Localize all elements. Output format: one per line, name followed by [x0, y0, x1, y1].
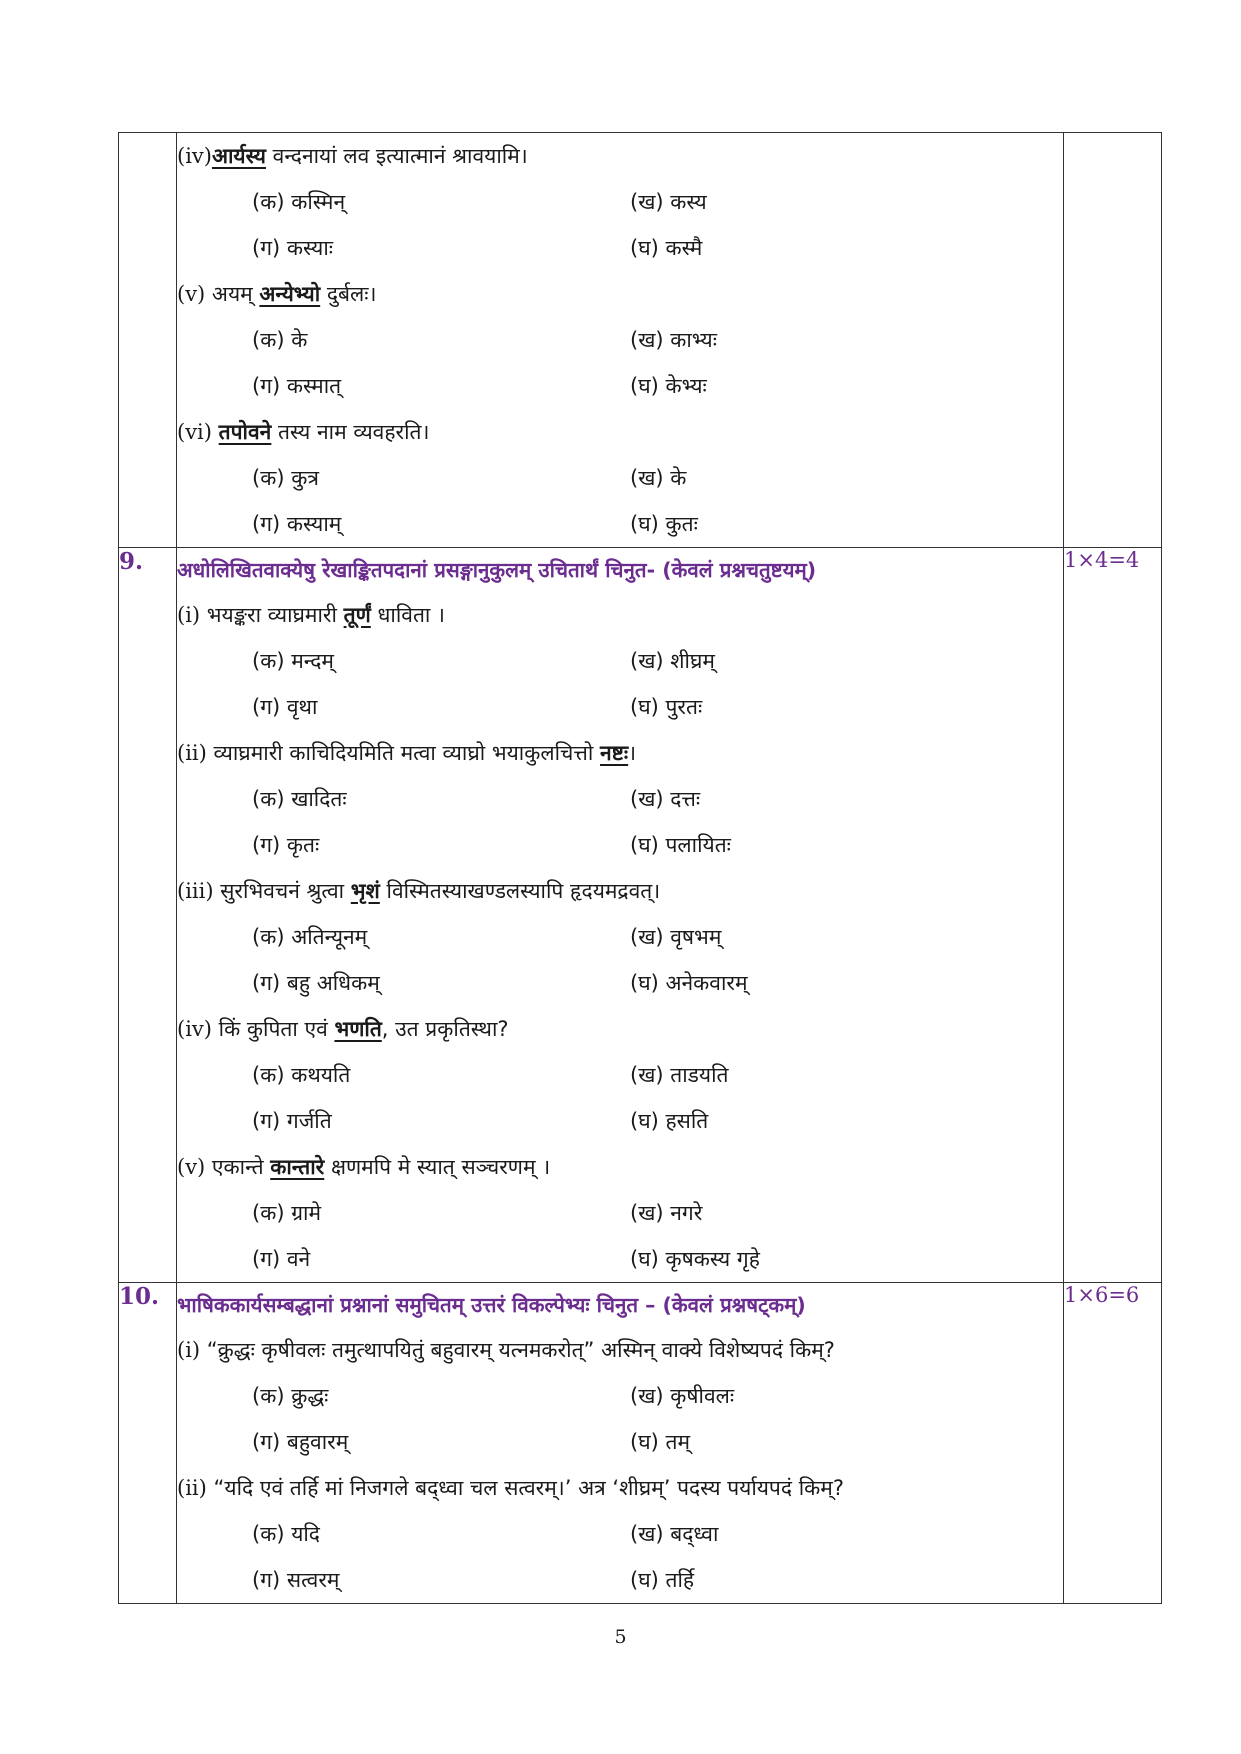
sentence-text: “यदि एवं तर्हि मां निजगले बद्ध्वा चल सत्वरम्।’ अत्र ‘शीघ्रम्’ पदस्य पर्यायपदं किम्? [206, 1476, 844, 1500]
underlined-word: कान्तारे [270, 1155, 325, 1179]
sentence-text: किं कुपिता एवं [211, 1017, 335, 1041]
option-row [177, 1557, 1063, 1603]
underlined-word: तूर्णं [343, 603, 371, 627]
sub-question-label: (v) [177, 1155, 206, 1179]
underlined-word: भणति [334, 1017, 382, 1041]
question-number: 10. [119, 1283, 177, 1604]
marks-cell [1064, 133, 1162, 548]
option-row [177, 455, 1063, 501]
question-table [118, 132, 1162, 1604]
option-kha[interactable]: (ख) ताडयति [630, 1063, 729, 1087]
sub-question-label: (i) [177, 1338, 201, 1362]
option-gha[interactable]: (घ) कृषकस्य गृहे [630, 1247, 760, 1271]
option-ga[interactable]: (ग) बहुवारम् [252, 1430, 349, 1454]
option-ga[interactable]: (ग) सत्वरम् [252, 1568, 340, 1592]
sub-question-label: (iii) [177, 879, 214, 903]
option-row [177, 1236, 1063, 1282]
sentence-text: । [628, 741, 637, 765]
option-row [177, 638, 1063, 684]
option-gha[interactable]: (घ) कुतः [630, 512, 698, 536]
sub-question [177, 1006, 1063, 1144]
sentence-text [212, 420, 219, 444]
option-row [177, 225, 1063, 271]
sub-question-label: (v) [177, 282, 206, 306]
sub-question-label: (vi) [177, 420, 212, 444]
table-row-question-10 [119, 1283, 1162, 1604]
table-row-question-9 [119, 548, 1162, 1283]
sub-question [177, 868, 1063, 1006]
option-row [177, 1419, 1063, 1465]
underlined-word: भृशं [350, 879, 380, 903]
sentence-text: क्षणमपि मे स्यात् सञ्चरणम् । [324, 1155, 551, 1179]
sentence-text: तस्य नाम व्यवहरति। [271, 420, 430, 444]
sub-question-text [177, 592, 1063, 638]
sentence-text: , उत प्रकृतिस्था? [381, 1017, 509, 1041]
option-ka[interactable]: (क) कुत्र [252, 466, 319, 490]
option-ka[interactable]: (क) यदि [252, 1522, 320, 1546]
sub-question-text [177, 1144, 1063, 1190]
option-ka[interactable]: (क) कस्मिन् [252, 190, 346, 214]
marks-label: 1×6=6 [1064, 1283, 1162, 1604]
option-ga[interactable]: (ग) कृतः [252, 833, 320, 857]
underlined-word: नष्टः [600, 741, 629, 765]
option-gha[interactable]: (घ) कस्मै [630, 236, 703, 260]
option-ka[interactable]: (क) क्रुद्धः [252, 1384, 329, 1408]
option-ka[interactable]: (क) मन्दम् [252, 649, 334, 673]
option-gha[interactable]: (घ) तम् [630, 1430, 690, 1454]
option-gha[interactable]: (घ) तर्हि [630, 1568, 695, 1592]
option-row [177, 1373, 1063, 1419]
option-gha[interactable]: (घ) अनेकवारम् [630, 971, 748, 995]
sub-question [177, 1465, 1063, 1603]
sentence-text: धाविता । [370, 603, 445, 627]
option-ga[interactable]: (ग) कस्याम् [252, 512, 342, 536]
sentence-text: दुर्बलः। [320, 282, 377, 306]
option-ga[interactable]: (ग) कस्याः [252, 236, 334, 260]
question-body-cell [177, 548, 1064, 1283]
option-row [177, 1098, 1063, 1144]
option-row [177, 960, 1063, 1006]
option-gha[interactable]: (घ) हसति [630, 1109, 709, 1133]
option-ka[interactable]: (क) अतिन्यूनम् [252, 925, 368, 949]
sub-question-text [177, 1006, 1063, 1052]
sentence-text: अयम् [205, 282, 260, 306]
option-ka[interactable]: (क) खादितः [252, 787, 347, 811]
page-number: 5 [614, 1626, 627, 1648]
option-kha[interactable]: (ख) बद्ध्वा [630, 1522, 719, 1546]
option-kha[interactable]: (ख) दत्तः [630, 787, 701, 811]
sentence-text: भयङ्करा व्याघ्रमारी [200, 603, 344, 627]
sub-question [177, 133, 1063, 271]
option-kha[interactable]: (ख) कृषीवलः [630, 1384, 735, 1408]
sub-question-label: (i) [177, 603, 201, 627]
option-row [177, 914, 1063, 960]
sub-question [177, 730, 1063, 868]
sub-question-label: (iv) [177, 144, 212, 168]
sub-question [177, 1327, 1063, 1465]
sub-question [177, 1144, 1063, 1282]
question-body-cell [177, 133, 1064, 548]
option-kha[interactable]: (ख) शीघ्रम् [630, 649, 715, 673]
sub-question-text [177, 1327, 1063, 1373]
sub-question [177, 409, 1063, 547]
option-kha[interactable]: (ख) नगरे [630, 1201, 703, 1225]
option-row [177, 1190, 1063, 1236]
option-ga[interactable]: (ग) बहु अधिकम् [252, 971, 380, 995]
sentence-text: सुरभिवचनं श्रुत्वा [213, 879, 351, 903]
sub-question [177, 271, 1063, 409]
option-row [177, 822, 1063, 868]
sub-question-text [177, 133, 1063, 179]
option-row [177, 501, 1063, 547]
option-row [177, 317, 1063, 363]
sub-question-label: (ii) [177, 1476, 207, 1500]
option-ga[interactable]: (ग) गर्जति [252, 1109, 332, 1133]
option-row [177, 1511, 1063, 1557]
question-heading: भाषिककार्यसम्बद्धानां प्रश्नानां समुचितम् उत्तरं विकल्पेभ्यः चिनुत – (केवलं प्रश्नषट्कम्) [177, 1293, 806, 1317]
option-gha[interactable]: (घ) पलायितः [630, 833, 731, 857]
sentence-text: वन्दनायां लव इत्यात्मानं श्रावयामि। [265, 144, 528, 168]
question-heading: अधोलिखितवाक्येषु रेखाङ्कितपदानां प्रसङ्गानुकुलम् उचितार्थं चिनुत- (केवलं प्रश्नचतुष्टयम्) [177, 558, 817, 582]
question-number: 9. [119, 548, 177, 1283]
table-row-continuation [119, 133, 1162, 548]
option-ka[interactable]: (क) ग्रामे [252, 1201, 322, 1225]
sub-question-text [177, 1465, 1063, 1511]
option-kha[interactable]: (ख) काभ्यः [630, 328, 717, 352]
option-kha[interactable]: (ख) वृषभम् [630, 925, 722, 949]
sub-question-text [177, 730, 1063, 776]
sub-question-text [177, 271, 1063, 317]
option-ga[interactable]: (ग) कस्मात् [252, 374, 342, 398]
option-ga[interactable]: (ग) वने [252, 1247, 311, 1271]
underlined-word: अन्येभ्यो [259, 282, 321, 306]
option-gha[interactable]: (घ) केभ्यः [630, 374, 707, 398]
option-kha[interactable]: (ख) कस्य [630, 190, 707, 214]
sentence-text: विस्मितस्याखण्डलस्यापि हृदयमद्रवत्। [379, 879, 661, 903]
option-ka[interactable]: (क) के [252, 328, 308, 352]
question-number-cell [119, 133, 177, 548]
option-row [177, 776, 1063, 822]
marks-label: 1×4=4 [1064, 548, 1162, 1283]
option-row [177, 179, 1063, 225]
sub-question-label: (iv) [177, 1017, 212, 1041]
question-body-cell [177, 1283, 1064, 1604]
option-row [177, 684, 1063, 730]
sub-question-text [177, 868, 1063, 914]
underlined-word: तपोवने [218, 420, 272, 444]
option-row [177, 363, 1063, 409]
option-kha[interactable]: (ख) के [630, 466, 687, 490]
option-ga[interactable]: (ग) वृथा [252, 695, 318, 719]
sub-question [177, 592, 1063, 730]
option-row [177, 1052, 1063, 1098]
sub-question-text [177, 409, 1063, 455]
option-gha[interactable]: (घ) पुरतः [630, 695, 703, 719]
sentence-text: एकान्ते [205, 1155, 271, 1179]
sub-question-label: (ii) [177, 741, 207, 765]
sentence-text: “क्रुद्धः कृषीवलः तमुत्थापयितुं बहुवारम् यत्नमकरोत्” अस्मिन् वाक्ये विशेष्यपदं किम्? [200, 1338, 835, 1362]
option-ka[interactable]: (क) कथयति [252, 1063, 351, 1087]
sentence-text: व्याघ्रमारी काचिदियमिति मत्वा व्याघ्रो भयाकुलचित्तो [206, 741, 600, 765]
underlined-word: आर्यस्य [211, 144, 266, 168]
